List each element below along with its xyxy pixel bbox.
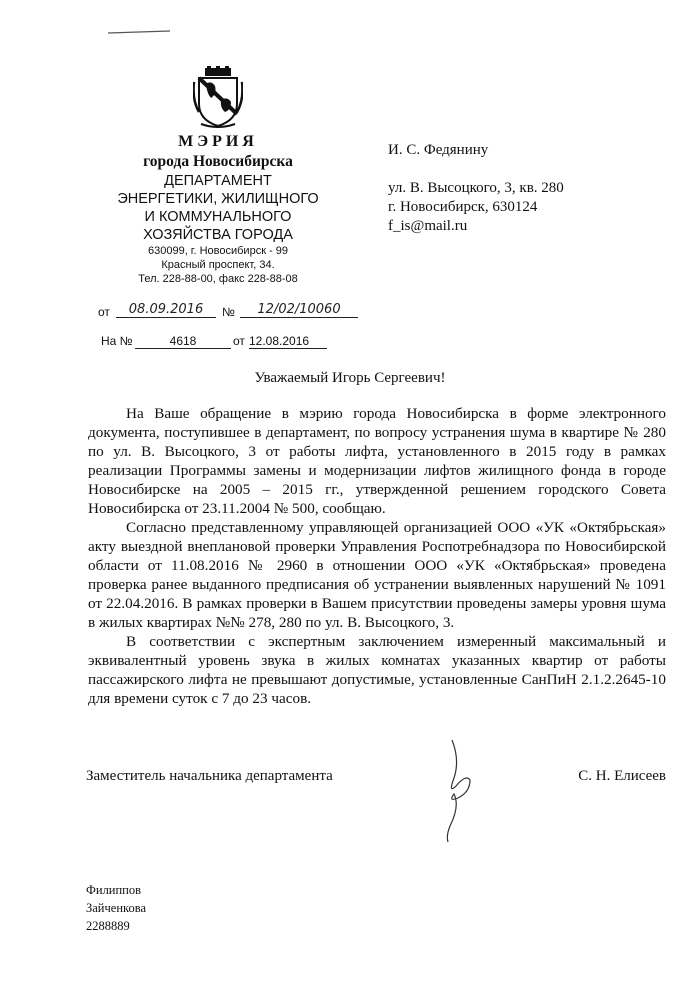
executor-phone: 2288889 <box>86 919 130 933</box>
addressee-street: ул. В. Высоцкого, 3, кв. 280 <box>388 180 564 196</box>
coat-of-arms-icon <box>193 66 243 128</box>
response-from-label: от <box>233 334 245 348</box>
letterhead <box>86 66 350 286</box>
ref-from-label: от <box>98 305 110 319</box>
department-line: И КОММУНАЛЬНОГО <box>144 209 292 225</box>
department-line: ХОЗЯЙСТВА ГОРОДА <box>143 227 293 243</box>
address-line: 630099, г. Новосибирск - 99 <box>147 245 289 257</box>
ref-date: 08.09.2016 <box>116 302 216 318</box>
stray-mark <box>108 30 170 34</box>
addressee-city: г. Новосибирск, 630124 <box>388 199 538 215</box>
addressee-email: f_is@mail.ru <box>388 218 468 234</box>
signer-position: Заместитель начальника департамента <box>86 768 333 784</box>
department-line: ДЕПАРТАМЕНТ <box>164 173 272 189</box>
executor-line: Филиппов <box>86 883 142 897</box>
response-number: 4618 <box>135 334 231 349</box>
ref-number-label: № <box>222 305 235 319</box>
address-line: Тел. 228-88-00, факс 228-88-08 <box>138 273 298 285</box>
letter-body <box>88 404 666 708</box>
signature-block <box>86 768 666 848</box>
body-paragraph: На Ваше обращение в мэрию города Новосибирска в форме электронного документа, поступившее в департамент, по вопросу устранения шума в квартире № 280 по ул. В. Высоцкого, 3 от работы лифта, установленного в 2015 году в рамках реализации Программы замены и модернизации лифтов жилищного фонда в городе Новосибирске на 2005 – 2015 гг., утвержденной решением городского Совета Новосибирска от 23.11.2004 № 500, сообщаю. <box>88 405 666 517</box>
executor-footer <box>86 881 146 935</box>
address-line: Красный проспект, 34. <box>161 259 275 271</box>
body-paragraph: Согласно представленному управляющей организацией ООО «УК «Октябрьская» акту выездной внеплановой проверки Управления Роспотребнадзора по Новосибирской области от 11.08.2016 № 2960 в отношении ООО «УК «Октябрьская» проведена проверка ранее выданного предписания об устранении выявленных нарушений № 1091 от 22.04.2016. В рамках проверки в Вашем присутствии проведены замеры уровня шума в жилых квартирах №№ 278, 280 по ул. В. Высоцкого, 3. <box>88 519 666 631</box>
outgoing-reference <box>98 302 360 324</box>
handwritten-signature <box>426 736 486 846</box>
body-paragraph: В соответствии с экспертным заключением измеренный максимальный и эквивалентный уровень звука в жилых комнатах указанных квартир от работы пассажирского лифта не превышают допустимые, установленные СанПиН 2.1.2.2645-10 для времени суток с 7 до 23 часов. <box>88 633 666 707</box>
addressee-block <box>388 141 638 236</box>
org-city: города Новосибирска <box>143 153 293 170</box>
incoming-reference <box>101 332 341 352</box>
ref-number: 12/02/10060 <box>240 302 358 318</box>
org-title: МЭРИЯ <box>178 133 258 150</box>
addressee-name: И. С. Федянину <box>388 142 489 158</box>
signer-name: С. Н. Елисеев <box>578 768 666 784</box>
executor-line: Зайченкова <box>86 901 146 915</box>
department-line: ЭНЕРГЕТИКИ, ЖИЛИЩНОГО <box>117 191 319 207</box>
response-date: 12.08.2016 <box>249 334 327 349</box>
salutation: Уважаемый Игорь Сергеевич! <box>254 370 446 386</box>
response-label: На № <box>101 334 133 348</box>
